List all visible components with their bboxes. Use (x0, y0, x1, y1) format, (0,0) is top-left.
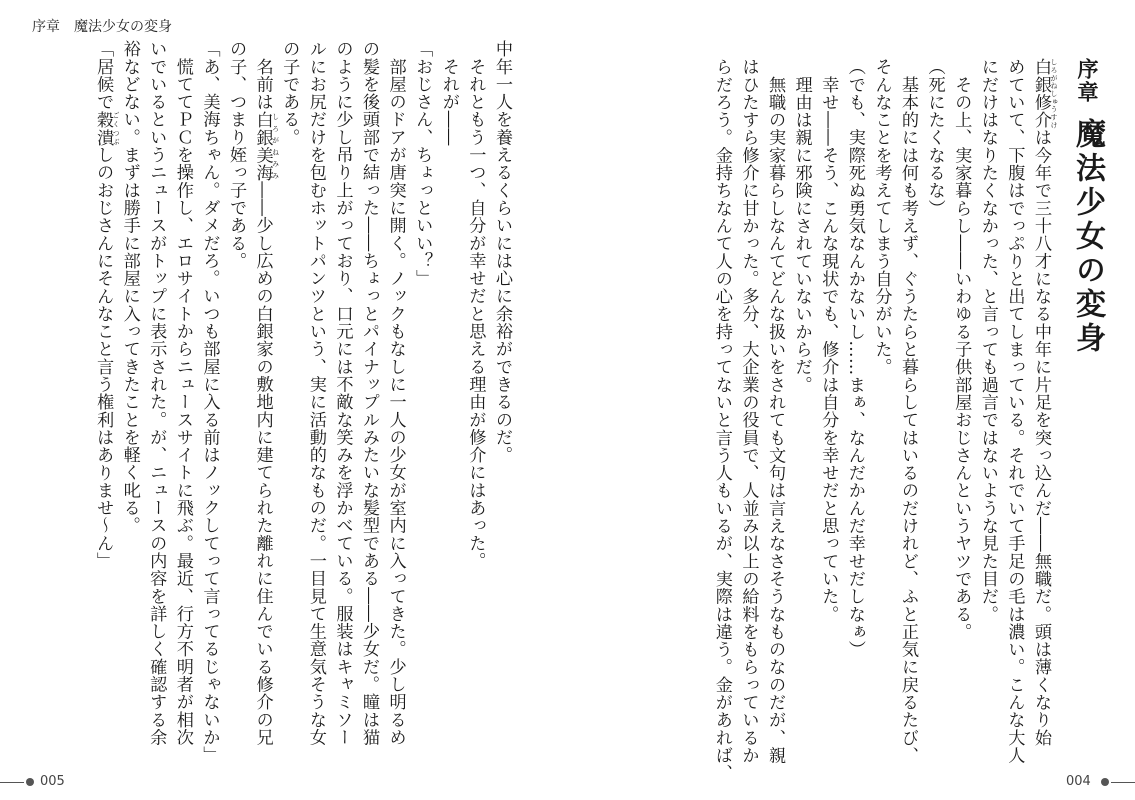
page-number-right: 004 (1066, 774, 1091, 789)
chapter-title: 魔法少女の変身 (1070, 118, 1105, 356)
ruby-reading-mimi: しろがねみみ (271, 110, 280, 182)
left-line-9: の子である。 (279, 40, 300, 146)
right-line-1 (1031, 58, 1058, 747)
right-line-4: その上、実家暮らし――いわゆる子供部屋おじさんというヤツである。 (951, 58, 972, 641)
left-line-3: それが―― (438, 40, 459, 146)
left-line-16 (93, 40, 121, 570)
right-line-3: にだけはなりたくなかった、と言っても過言ではないような見た目だ。 (977, 58, 998, 623)
footer-rule-right (1111, 782, 1135, 783)
right-line-13: らだろう。金持ちなんて人の心を持ってないと言う人もいるが、実際は違う。金があれば、 (711, 58, 732, 782)
left-line-7: のように少し吊り上がっており、口元には不敵な笑みを浮かべている。服装はキャミソー (332, 40, 353, 746)
ruby-shirogane-shusuke (1031, 58, 1058, 129)
right-line-6: 基本的には何も考えず、ぐうたらと暮らしてはいるのだけれど、ふと正気に戻るたび、 (898, 58, 919, 764)
chapter-heading (1065, 58, 1109, 356)
page-footer (0, 776, 1135, 790)
chapter-label: 序章 (1075, 58, 1099, 104)
running-head-chapter-title: 魔法少女の変身 (74, 19, 172, 35)
left-line-4: 「おじさん、ちょっといい？」 (412, 40, 433, 288)
right-line-5: （死にたくなるな） (924, 58, 945, 217)
left-page-body (90, 40, 516, 764)
left-line-12: 「あ、美海ちゃん。ダメだろ。いつも部屋に入る前はノックしてって言ってるじゃないか」 (199, 40, 220, 764)
left-line-10-end: ――少し広めの白銀家の敷地内に建てられた離れに住んでいる修介の兄 (252, 181, 273, 746)
right-line-10: 理由は親に邪険にされていないからだ。 (791, 58, 812, 394)
ruby-base-gokutsubu: 穀潰 (93, 110, 114, 146)
right-line-7: そんなことを考えてしまう自分がいた。 (871, 58, 892, 376)
left-line-16-start: 「居候で (93, 40, 114, 111)
right-line-9: 幸せ――そう、こんな現状でも、修介は自分を幸せだと思っていた。 (818, 58, 839, 623)
footer-bullet-right-icon (1101, 778, 1109, 786)
footer-rule-left (0, 782, 24, 783)
ruby-reading-gokutsubu: ごくつぶ (112, 110, 121, 146)
right-line-8: （でも、実際死ぬ勇気なんかないし……まぁ、なんだかんだ幸せだしなぁ） (844, 58, 865, 659)
right-page-body (708, 58, 1058, 782)
ruby-gokutsubu (93, 110, 121, 146)
ruby-shirogane-mimi (252, 110, 280, 182)
right-line-2: めていて、下腹はでっぷりと出てしまっている。それでいて手足の毛は濃い。こんな大人 (1004, 58, 1025, 764)
left-line-10-start: 名前は (252, 40, 273, 111)
left-line-14: いでいるというニュースがトップに表示された。が、ニュースの内容を詳しく確認する余 (146, 40, 167, 746)
left-line-1: 中年一人を養えるくらいには心に余裕ができるのだ。 (492, 40, 512, 464)
left-line-11: の子、つまり姪っ子である。 (226, 40, 247, 270)
left-line-16-end: しのおじさんにそんなこと言う権利はありませ～ん」 (93, 145, 114, 570)
ruby-base-mimi: 白銀美海 (252, 110, 273, 182)
right-line-11: 無職の実家暮らしなんてどんな扱いをされても文句は言えなさそうなものなのだが、親 (765, 58, 786, 764)
right-line-12: はひたすら修介に甘かった。多分、大企業の役員で、人並み以上の給料をもらっているか (738, 58, 759, 764)
right-line-1-rest: は今年で三十八才になる中年に片足を突っ込んだ――無職だ。頭は薄くなり始 (1031, 128, 1051, 747)
left-line-10 (252, 40, 280, 746)
left-line-2: それともう一つ、自分が幸せだと思える理由が修介にはあった。 (465, 40, 486, 570)
left-line-15: 裕などない。まずは勝手に部屋に入ってきたことを軽く叱る。 (119, 40, 140, 535)
page-number-left: 005 (40, 774, 65, 789)
ruby-base-shusuke: 白銀修介 (1031, 58, 1051, 129)
ruby-reading-shusuke: しろがねしゅうすけ (1050, 58, 1058, 129)
left-line-8: ルにお尻だけを包むホットパンツという、実に活動的なものだ。一目見て生意気そうな女 (305, 40, 326, 746)
left-line-5: 部屋のドアが唐突に開く。ノックもなしに一人の少女が室内に入ってきた。少し明るめ (385, 40, 406, 746)
running-head-chapter-label: 序章 (32, 19, 60, 35)
left-line-6: の髪を後頭部で結った――ちょっとパイナップルみたいな髪型である――少女だ。瞳は猫 (359, 40, 380, 746)
footer-bullet-left-icon (26, 778, 34, 786)
left-line-13: 慌ててＰＣを操作し、エロサイトからニュースサイトに飛ぶ。最近、行方不明者が相次 (172, 40, 193, 746)
left-page (0, 0, 567, 764)
